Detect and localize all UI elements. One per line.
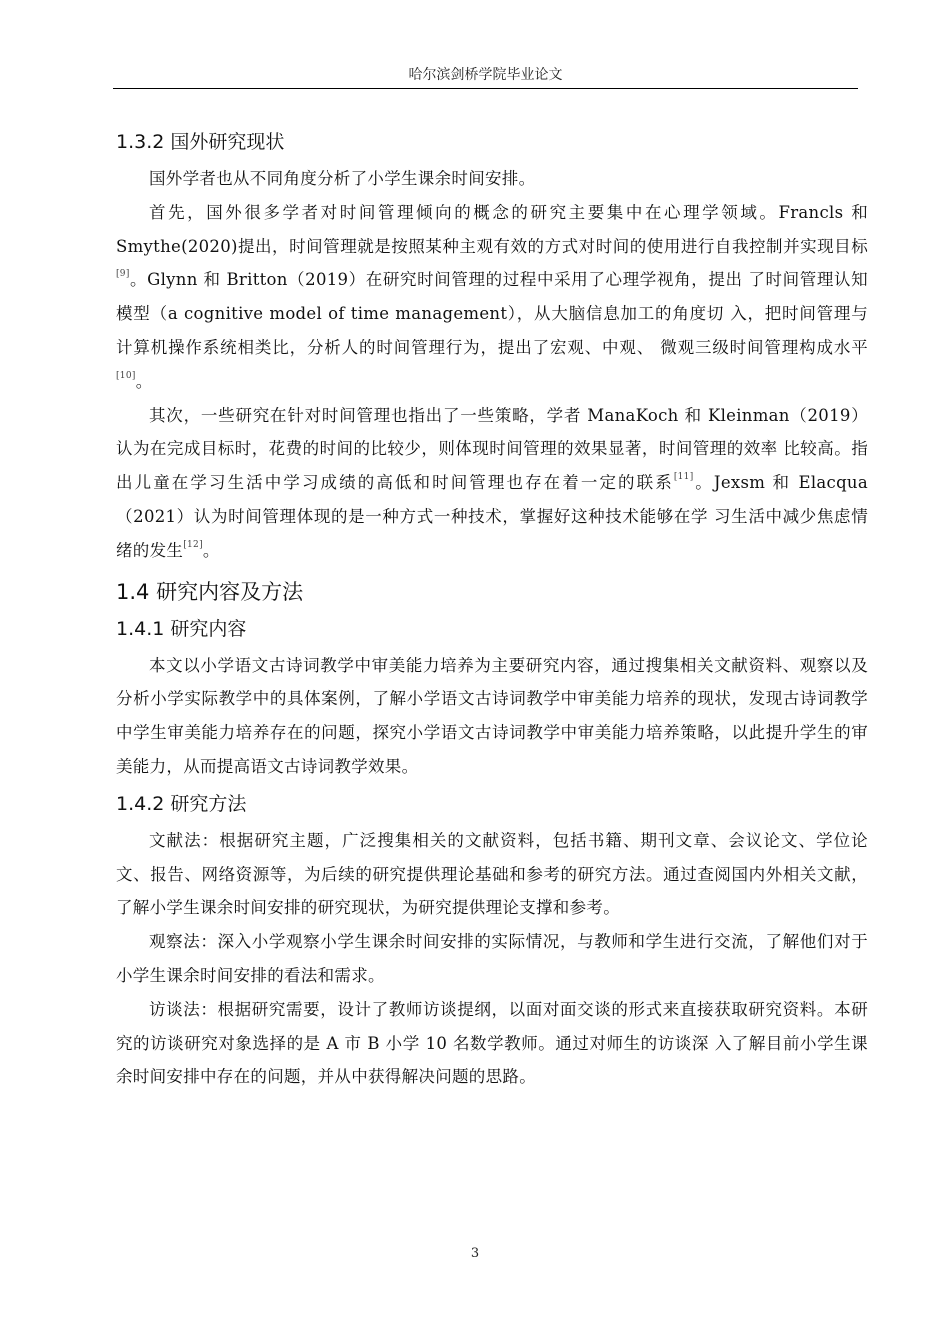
paragraph-text: 。 xyxy=(202,540,220,560)
paragraph xyxy=(116,196,868,399)
paragraph-text: 。Glynn 和 Britton（2019）在研究时间管理的过程中采用了心理学视角，提出 了时间管理认知模型（a cognitive model of time management），从大脑信息加工的角度切 入，把时间管理与计算机操作系统相类比，分析人的时间管理行为，提出了宏观、中观、 微观三级时间管理构成水平 xyxy=(116,270,868,357)
paragraph: 访谈法：根据研究需要，设计了教师访谈提纲，以面对面交谈的形式来直接获取研究资料。本研究的访谈研究对象选择的是 A 市 B 小学 10 名数学教师。通过对师生的访谈深 入了解目前小学生课余时间安排中存在的问题，并从中获得解决问题的思路。 xyxy=(116,999,868,1087)
section-heading-1-4-1: 1.4.1 研究内容 xyxy=(116,617,247,640)
paragraph: 国外学者也从不同角度分析了小学生课余时间安排。 xyxy=(149,169,536,188)
citation-ref: [9] xyxy=(116,269,130,280)
citation-ref: [10] xyxy=(116,370,136,381)
paragraph xyxy=(116,399,868,568)
paragraph: 本文以小学语文古诗词教学中审美能力培养为主要研究内容，通过搜集相关文献资料、观察以及分析小学实际教学中的具体案例，了解小学语文古诗词教学中审美能力培养的现状，发现古诗词教学中学生审美能力培养存在的问题，探究小学语文古诗词教学中审美能力培养策略，以此提升学生的审美能力，从而提高语文古诗词教学效果。 xyxy=(116,655,868,776)
section-heading-1-3-2: 1.3.2 国外研究现状 xyxy=(116,131,285,153)
page-body xyxy=(116,122,868,1094)
section-heading-1-4: 1.4 研究内容及方法 xyxy=(116,579,304,604)
paragraph-text: 其次，一些研究在针对时间管理也指出了一些策略，学者 ManaKoch 和 Kleinman（2019） 认为在完成目标时，花费的时间的比较少，则体现时间管理的效果显著，时间管理的效率 比较高。指出儿童在学习生活中学习成绩的高低和时间管理也存在着一定的联系 xyxy=(116,405,868,493)
page-header: 哈尔滨剑桥学院毕业论文 xyxy=(113,62,858,89)
citation-ref: [11] xyxy=(673,472,694,483)
paragraph-text: 。 xyxy=(135,371,153,391)
paragraph: 文献法：根据研究主题，广泛搜集相关的文献资料，包括书籍、期刊文章、会议论文、学位论文、报告、网络资源等，为后续的研究提供理论基础和参考的研究方法。通过查阅国内外相关文献，了解小学生课余时间安排的研究现状，为研究提供理论支撑和参考。 xyxy=(116,830,868,918)
paragraph: 观察法：深入小学观察小学生课余时间安排的实际情况，与教师和学生进行交流，了解他们对于小学生课余时间安排的看法和需求。 xyxy=(116,932,868,985)
citation-ref: [12] xyxy=(183,539,203,550)
paragraph-text: 。Jexsm 和 Elacqua（2021）认为时间管理体现的是一种方式一种技术，掌握好这种技术能够在学 习生活中减少焦虑情绪的发生 xyxy=(116,473,869,560)
section-heading-1-4-2: 1.4.2 研究方法 xyxy=(116,792,247,815)
page-number: 3 xyxy=(470,1246,480,1261)
paragraph-text: 首先，国外很多学者对时间管理倾向的概念的研究主要集中在心理学领域。Francls 和 Smythe(2020)提出，时间管理就是按照某种主观有效的方式对时间的使用进行自我控制并实现目标 xyxy=(116,202,868,256)
